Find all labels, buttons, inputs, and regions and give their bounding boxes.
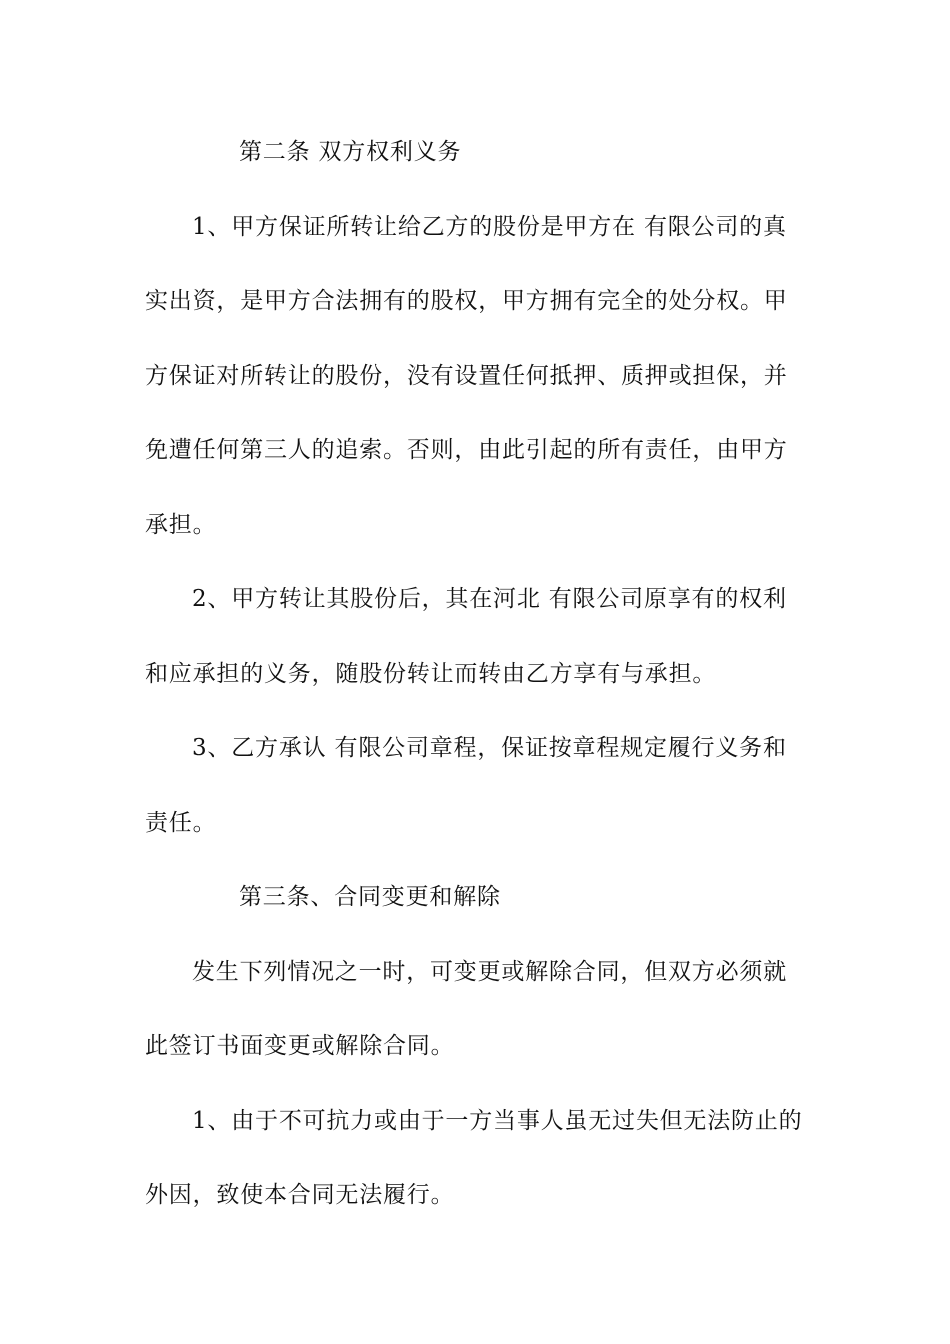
text-line: 2、甲方转让其股份后，其在河北 有限公司原享有的权利	[192, 586, 787, 612]
article-3-heading	[145, 860, 810, 935]
article-2-clause-2	[145, 562, 810, 711]
text-line: 方保证对所转让的股份，没有设置任何抵押、质押或担保，并	[145, 362, 788, 389]
text-line: 1、甲方保证所转让给乙方的股份是甲方在 有限公司的真	[192, 213, 787, 240]
text-line: 免遭任何第三人的追索。否则，由此引起的所有责任，由甲方	[145, 437, 788, 463]
text-line: 和应承担的义务，随股份转让而转由乙方享有与承担。	[145, 660, 717, 687]
article-2-clause-1	[145, 190, 810, 563]
text-line: 1、由于不可抗力或由于一方当事人虽无过失但无法防止的	[192, 1107, 803, 1134]
text-line: 外因，致使本合同无法履行。	[145, 1182, 455, 1208]
text-line: 责任。	[145, 809, 217, 836]
document-body	[145, 115, 810, 1233]
text-line: 第三条、合同变更和解除	[239, 884, 501, 910]
article-3-clause-1	[145, 1084, 810, 1233]
text-line: 第二条 双方权利义务	[239, 139, 462, 165]
article-2-clause-3	[145, 711, 810, 860]
text-line: 承担。	[145, 511, 217, 538]
text-line: 实出资，是甲方合法拥有的股权，甲方拥有完全的处分权。甲	[145, 288, 788, 314]
article-2-heading	[145, 115, 810, 190]
text-line: 3、乙方承认 有限公司章程，保证按章程规定履行义务和	[192, 735, 787, 761]
text-line: 发生下列情况之一时，可变更或解除合同，但双方必须就	[192, 958, 787, 985]
text-line: 此签订书面变更或解除合同。	[145, 1033, 455, 1059]
article-3-intro	[145, 935, 810, 1084]
